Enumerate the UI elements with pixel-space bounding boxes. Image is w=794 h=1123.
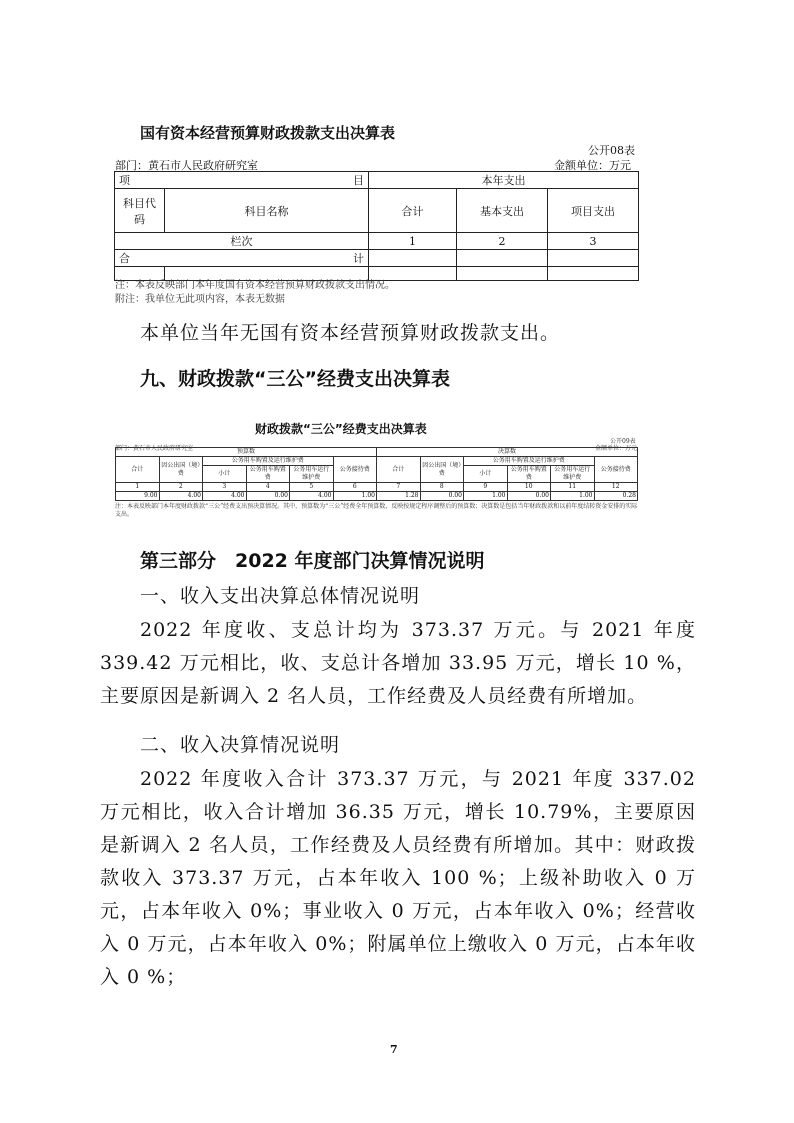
- table1-col-code: 科目代码: [115, 189, 165, 233]
- table2-col-vehicle-group: 公务用车购置及运行维护费: [203, 457, 334, 466]
- table2-value: 1.00: [551, 492, 595, 501]
- table1-col-basic: 基本支出: [457, 189, 548, 233]
- table1-total-cell: [457, 250, 548, 267]
- table2-value: 4.00: [203, 492, 247, 501]
- table2-col-total: 合计: [377, 457, 421, 483]
- table1-empty-cell: [457, 267, 548, 281]
- table2-col-reception: 公务接待费: [594, 457, 638, 483]
- table2-value: 1.00: [333, 492, 377, 501]
- table2-note: 注：本表反映部门本年度财政拨款“三公”经费支出预决算情况。其中，预算数为“三公”经费全年预算数，反映按规定程序调整后的预算数；决算数是包括当年财政拨款和以前年度结转资金安排的实际支出。: [115, 503, 638, 518]
- table2-idx: 6: [333, 483, 377, 492]
- table2-col-vehicle-buy: 公务用车购置费: [507, 466, 551, 483]
- table1: [114, 171, 639, 281]
- table2-idx: 3: [203, 483, 247, 492]
- table1-header-item: [115, 172, 369, 189]
- table1-lanci-1: 1: [369, 233, 457, 250]
- table1-header-mu: 目: [353, 174, 364, 187]
- table1-total-he: 合: [119, 252, 130, 265]
- table2-code: 公开09表: [610, 438, 636, 445]
- table1-row-lanci: 栏次: [115, 233, 369, 250]
- table1-header-xiang: 项: [119, 174, 130, 187]
- table2-col-subtotal: 小计: [464, 466, 508, 483]
- table1-lanci-3: 3: [548, 233, 639, 250]
- table2-value: 0.28: [594, 492, 638, 501]
- table2-value: 9.00: [116, 492, 160, 501]
- table2-value: 1.00: [464, 492, 508, 501]
- table1-total-cell: [548, 250, 639, 267]
- table2-idx: 5: [290, 483, 334, 492]
- table2-col-vehicle-buy: 公务用车购置费: [246, 466, 290, 483]
- table2-value: 4.00: [290, 492, 334, 501]
- table2-col-vehicle-run: 公务用车运行维护费: [290, 466, 334, 483]
- table1-code: 公开08表: [588, 144, 635, 157]
- page-number: 7: [390, 1043, 398, 1056]
- table2-value: 1.28: [377, 492, 421, 501]
- table2-col-vehicle-run: 公务用车运行维护费: [551, 466, 595, 483]
- table1-empty-cell: [548, 267, 639, 281]
- table2-value: 0.00: [246, 492, 290, 501]
- table1-title: 国有资本经营预算财政拨款支出决算表: [140, 124, 396, 142]
- table1-total-cell: [369, 250, 457, 267]
- table1-lanci-2: 2: [457, 233, 548, 250]
- table1-total-row: [115, 250, 369, 267]
- table1-note: 注：本表反映部门本年度国有资本经营预算财政拨款支出情况。: [115, 280, 395, 291]
- table1-col-project: 项目支出: [548, 189, 639, 233]
- subsection-two-heading: 二、收入决算情况说明: [140, 734, 341, 756]
- table2-value: 0.00: [420, 492, 464, 501]
- table2-budget-header: 预算数: [116, 448, 377, 457]
- paragraph-income: 2022 年度收入合计 373.37 万元，与 2021 年度 337.02 万元相比，收入合计增加 36.35 万元，增长 10.79%，主要原因是新调入 2 名人员，工作经费及人员经费有所增加。其中：财政拨款收入 373.37 万元，占本年收入 100 %；上级补助收入 0 万元，占本年收入 0%；事业收入 0 万元，占本年收入 0%；经营收入 0 万元，占本年收入 0%；附属单位上缴收入 0 万元，占本年收入 0 %；: [100, 768, 696, 988]
- table1-total-ji: 计: [353, 252, 364, 265]
- table2-col-reception: 公务接待费: [333, 457, 377, 483]
- table2-col-abroad: 因公出国（境）费: [159, 457, 203, 483]
- no-state-capital-paragraph: 本单位当年无国有资本经营预算财政拨款支出。: [140, 322, 561, 344]
- table2-idx: 12: [594, 483, 638, 492]
- table2-idx: 11: [551, 483, 595, 492]
- table1-dept: 部门：黄石市人民政府研究室: [115, 159, 258, 172]
- table1-unit: 金额单位：万元: [554, 159, 631, 172]
- paragraph-overall: 2022 年度收、支总计均为 373.37 万元。与 2021 年度 339.42 万元相比，收、支总计各增加 33.95 万元，增长 10 %，主要原因是新调入 2 名人员，工作经费及人员经费有所增加。: [100, 619, 696, 707]
- table2-col-total: 合计: [116, 457, 160, 483]
- table2-col-abroad: 因公出国（境）费: [420, 457, 464, 483]
- table2-dept: 部门：黄石市人民政府研究室: [115, 445, 194, 452]
- table1-col-total: 合计: [369, 189, 457, 233]
- part-three-heading: 第三部分 2022 年度部门决算情况说明: [140, 550, 485, 572]
- table2-col-subtotal: 小计: [203, 466, 247, 483]
- table2-title: 财政拨款“三公”经费支出决算表: [255, 422, 427, 436]
- table2-idx: 8: [420, 483, 464, 492]
- table2-value: 4.00: [159, 492, 203, 501]
- table2-idx: 7: [377, 483, 421, 492]
- table2-unit: 金额单位：万元: [595, 445, 638, 452]
- table2-value: 0.00: [507, 492, 551, 501]
- table2-idx: 10: [507, 483, 551, 492]
- table2-idx: 4: [246, 483, 290, 492]
- table2-col-vehicle-group: 公务用车购置及运行维护费: [464, 457, 595, 466]
- table2-idx: 1: [116, 483, 160, 492]
- table2-idx: 9: [464, 483, 508, 492]
- table2-final-header: 决算数: [377, 448, 638, 457]
- table2: [115, 447, 638, 501]
- table2-idx: 2: [159, 483, 203, 492]
- table1-col-name: 科目名称: [165, 189, 369, 233]
- section-nine-heading: 九、财政拨款“三公”经费支出决算表: [140, 368, 450, 390]
- table1-footnote: 附注：我单位无此项内容，本表无数据: [115, 294, 285, 305]
- table1-header-current: 本年支出: [369, 172, 639, 189]
- subsection-one-heading: 一、收入支出决算总体情况说明: [140, 585, 421, 607]
